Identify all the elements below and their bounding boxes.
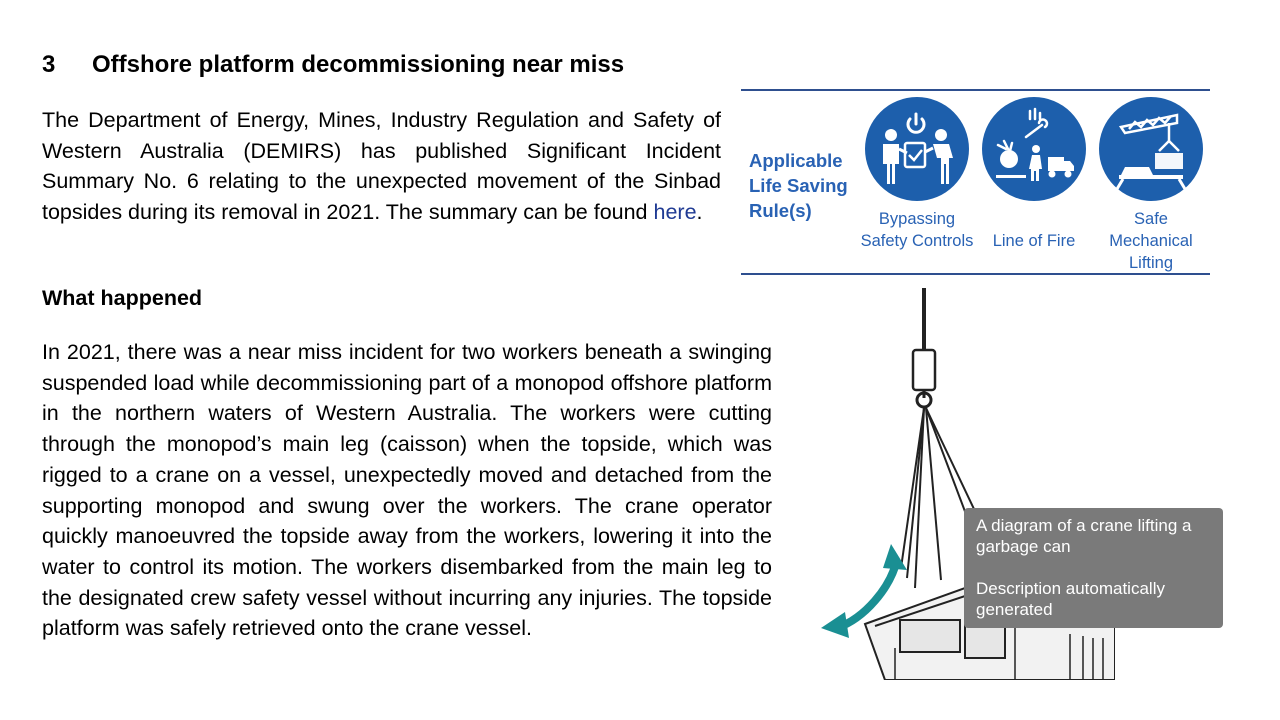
line-of-fire-icon	[982, 97, 1086, 201]
rule-label: Bypassing Safety Controls	[860, 210, 974, 250]
rule-label: Safe Mechanical Lifting	[1109, 210, 1193, 272]
rule-bypassing-safety-controls	[858, 97, 976, 252]
safe-mechanical-lifting-icon	[1099, 97, 1203, 201]
intro-paragraph	[42, 105, 721, 228]
bypassing-safety-controls-icon	[865, 97, 969, 201]
rule-line-of-fire	[975, 97, 1093, 252]
tooltip-description: A diagram of a crane lifting a garbage can	[976, 516, 1192, 556]
section-title: Offshore platform decommissioning near miss	[92, 51, 625, 78]
what-happened-paragraph: In 2021, there was a near miss incident for two workers beneath a swinging suspended load while decommissioning part of a monopod offshore platform in the northern waters of Western Australia. The workers were cutting through the monopod’s main leg (caisson) when the topside, which was rigged to a crane on a vessel, unexpectedly moved and detached from the supporting monopod and swung over the workers. The crane operator quickly manoeuvred the topside away from the workers, lowering it into the water to control its motion. The workers disembarked from the main leg to the designated crew safety vessel without incurring any injuries. The topside platform was safely retrieved onto the crane vessel.	[42, 340, 772, 641]
rule-label: Line of Fire	[992, 232, 1076, 250]
summary-link[interactable]: here	[653, 200, 697, 225]
rule-safe-mechanical-lifting	[1092, 97, 1210, 274]
intro-text: The Department of Energy, Mines, Industry Regulation and Safety of Western Australia (DEMIRS) has published Significant Incident Summary No. 6 relating to the unexpected movement of the Sinbad topsides during its removal in 2021. The summary can be found	[42, 108, 721, 225]
rules-title: Applicable Life Saving Rule(s)	[749, 150, 848, 221]
tooltip-note: Description automatically generated	[976, 579, 1165, 619]
what-happened-heading: What happened	[42, 286, 203, 310]
intro-end: .	[696, 200, 703, 225]
section-heading	[42, 48, 624, 82]
section-number: 3	[42, 51, 56, 78]
alt-text-tooltip	[964, 508, 1223, 628]
life-saving-rules-panel	[741, 89, 1210, 275]
